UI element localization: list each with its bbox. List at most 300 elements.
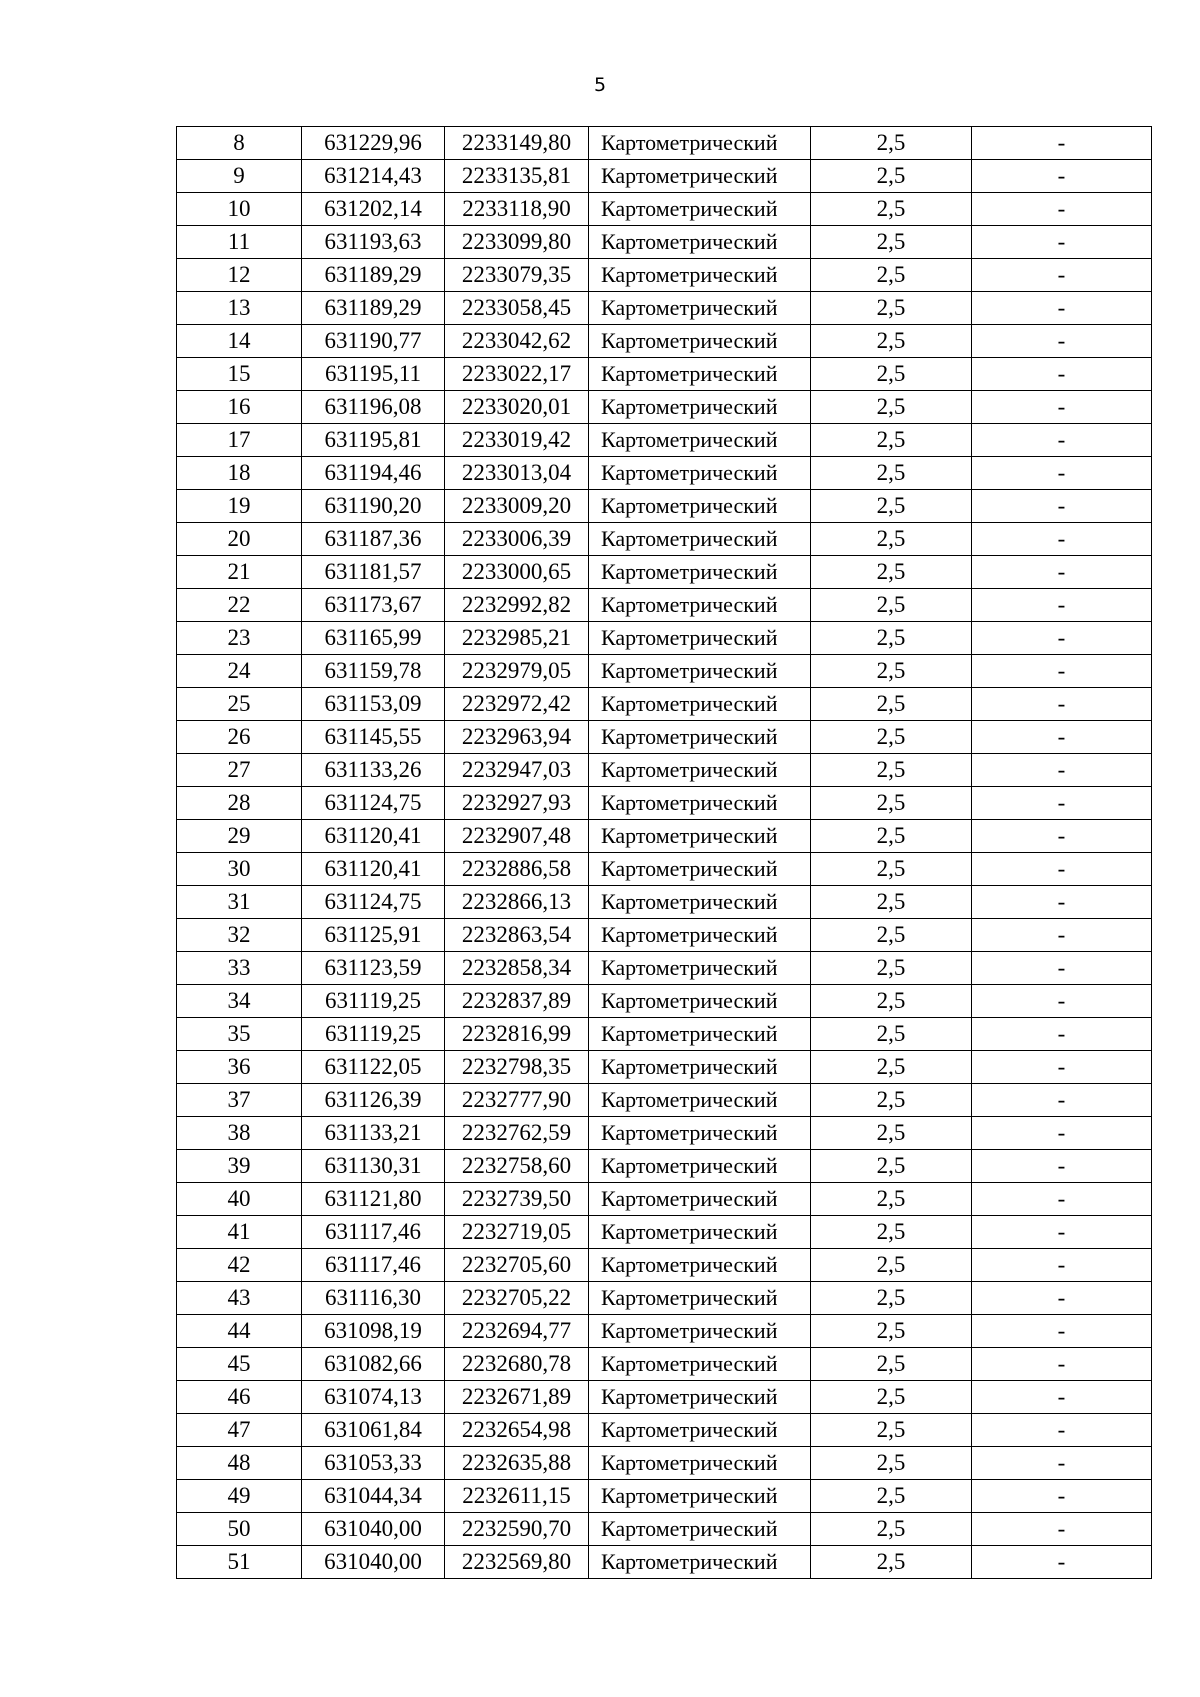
method-cell: Картометрический	[589, 1051, 811, 1084]
x-coordinate-cell: 631193,63	[302, 226, 445, 259]
x-coordinate-cell: 631126,39	[302, 1084, 445, 1117]
y-coordinate-cell: 2232972,42	[445, 688, 589, 721]
table-row	[177, 787, 1152, 820]
description-cell: -	[972, 1084, 1152, 1117]
x-coordinate-cell: 631189,29	[302, 259, 445, 292]
point-number-cell: 23	[177, 622, 302, 655]
description-cell: -	[972, 1249, 1152, 1282]
x-coordinate-cell: 631153,09	[302, 688, 445, 721]
y-coordinate-cell: 2233149,80	[445, 127, 589, 160]
method-cell: Картометрический	[589, 1216, 811, 1249]
x-coordinate-cell: 631040,00	[302, 1546, 445, 1579]
x-coordinate-cell: 631119,25	[302, 1018, 445, 1051]
method-cell: Картометрический	[589, 1546, 811, 1579]
y-coordinate-cell: 2233058,45	[445, 292, 589, 325]
table-row	[177, 226, 1152, 259]
method-cell: Картометрический	[589, 688, 811, 721]
method-cell: Картометрический	[589, 490, 811, 523]
method-cell: Картометрический	[589, 886, 811, 919]
table-row	[177, 853, 1152, 886]
accuracy-cell: 2,5	[811, 1414, 972, 1447]
description-cell: -	[972, 952, 1152, 985]
table-row	[177, 655, 1152, 688]
description-cell: -	[972, 556, 1152, 589]
point-number-cell: 32	[177, 919, 302, 952]
point-number-cell: 10	[177, 193, 302, 226]
point-number-cell: 44	[177, 1315, 302, 1348]
accuracy-cell: 2,5	[811, 1282, 972, 1315]
x-coordinate-cell: 631195,11	[302, 358, 445, 391]
point-number-cell: 21	[177, 556, 302, 589]
point-number-cell: 42	[177, 1249, 302, 1282]
y-coordinate-cell: 2232777,90	[445, 1084, 589, 1117]
point-number-cell: 28	[177, 787, 302, 820]
accuracy-cell: 2,5	[811, 952, 972, 985]
point-number-cell: 29	[177, 820, 302, 853]
method-cell: Картометрический	[589, 193, 811, 226]
method-cell: Картометрический	[589, 1018, 811, 1051]
description-cell: -	[972, 226, 1152, 259]
point-number-cell: 24	[177, 655, 302, 688]
table-row	[177, 886, 1152, 919]
x-coordinate-cell: 631189,29	[302, 292, 445, 325]
description-cell: -	[972, 919, 1152, 952]
method-cell: Картометрический	[589, 754, 811, 787]
table-row	[177, 523, 1152, 556]
description-cell: -	[972, 1513, 1152, 1546]
y-coordinate-cell: 2232611,15	[445, 1480, 589, 1513]
x-coordinate-cell: 631190,77	[302, 325, 445, 358]
description-cell: -	[972, 1117, 1152, 1150]
table-row	[177, 490, 1152, 523]
accuracy-cell: 2,5	[811, 1249, 972, 1282]
accuracy-cell: 2,5	[811, 589, 972, 622]
method-cell: Картометрический	[589, 655, 811, 688]
accuracy-cell: 2,5	[811, 754, 972, 787]
method-cell: Картометрический	[589, 589, 811, 622]
method-cell: Картометрический	[589, 457, 811, 490]
y-coordinate-cell: 2232963,94	[445, 721, 589, 754]
point-number-cell: 35	[177, 1018, 302, 1051]
x-coordinate-cell: 631061,84	[302, 1414, 445, 1447]
method-cell: Картометрический	[589, 985, 811, 1018]
y-coordinate-cell: 2233006,39	[445, 523, 589, 556]
table-row	[177, 1513, 1152, 1546]
y-coordinate-cell: 2233022,17	[445, 358, 589, 391]
table-row	[177, 424, 1152, 457]
x-coordinate-cell: 631119,25	[302, 985, 445, 1018]
y-coordinate-cell: 2232654,98	[445, 1414, 589, 1447]
accuracy-cell: 2,5	[811, 1513, 972, 1546]
y-coordinate-cell: 2233019,42	[445, 424, 589, 457]
point-number-cell: 36	[177, 1051, 302, 1084]
table-row	[177, 820, 1152, 853]
method-cell: Картометрический	[589, 1480, 811, 1513]
description-cell: -	[972, 886, 1152, 919]
point-number-cell: 39	[177, 1150, 302, 1183]
table-row	[177, 1546, 1152, 1579]
accuracy-cell: 2,5	[811, 886, 972, 919]
description-cell: -	[972, 1381, 1152, 1414]
description-cell: -	[972, 325, 1152, 358]
x-coordinate-cell: 631040,00	[302, 1513, 445, 1546]
description-cell: -	[972, 1216, 1152, 1249]
point-number-cell: 12	[177, 259, 302, 292]
method-cell: Картометрический	[589, 622, 811, 655]
accuracy-cell: 2,5	[811, 259, 972, 292]
y-coordinate-cell: 2233009,20	[445, 490, 589, 523]
x-coordinate-cell: 631229,96	[302, 127, 445, 160]
accuracy-cell: 2,5	[811, 655, 972, 688]
page-number: 5	[593, 74, 607, 96]
table-row	[177, 1381, 1152, 1414]
method-cell: Картометрический	[589, 1513, 811, 1546]
point-number-cell: 37	[177, 1084, 302, 1117]
description-cell: -	[972, 391, 1152, 424]
x-coordinate-cell: 631130,31	[302, 1150, 445, 1183]
x-coordinate-cell: 631124,75	[302, 886, 445, 919]
description-cell: -	[972, 160, 1152, 193]
description-cell: -	[972, 688, 1152, 721]
coordinates-table-body	[177, 127, 1152, 1579]
accuracy-cell: 2,5	[811, 721, 972, 754]
table-row	[177, 1249, 1152, 1282]
y-coordinate-cell: 2233099,80	[445, 226, 589, 259]
method-cell: Картометрический	[589, 1249, 811, 1282]
y-coordinate-cell: 2232837,89	[445, 985, 589, 1018]
point-number-cell: 15	[177, 358, 302, 391]
table-row	[177, 1018, 1152, 1051]
y-coordinate-cell: 2232762,59	[445, 1117, 589, 1150]
x-coordinate-cell: 631173,67	[302, 589, 445, 622]
table-row	[177, 1183, 1152, 1216]
description-cell: -	[972, 358, 1152, 391]
description-cell: -	[972, 1282, 1152, 1315]
description-cell: -	[972, 754, 1152, 787]
y-coordinate-cell: 2233135,81	[445, 160, 589, 193]
y-coordinate-cell: 2232694,77	[445, 1315, 589, 1348]
description-cell: -	[972, 1480, 1152, 1513]
point-number-cell: 22	[177, 589, 302, 622]
point-number-cell: 50	[177, 1513, 302, 1546]
point-number-cell: 25	[177, 688, 302, 721]
y-coordinate-cell: 2232798,35	[445, 1051, 589, 1084]
method-cell: Картометрический	[589, 787, 811, 820]
accuracy-cell: 2,5	[811, 1546, 972, 1579]
accuracy-cell: 2,5	[811, 1018, 972, 1051]
description-cell: -	[972, 457, 1152, 490]
description-cell: -	[972, 490, 1152, 523]
accuracy-cell: 2,5	[811, 391, 972, 424]
y-coordinate-cell: 2232719,05	[445, 1216, 589, 1249]
point-number-cell: 51	[177, 1546, 302, 1579]
method-cell: Картометрический	[589, 952, 811, 985]
point-number-cell: 14	[177, 325, 302, 358]
accuracy-cell: 2,5	[811, 1084, 972, 1117]
x-coordinate-cell: 631125,91	[302, 919, 445, 952]
description-cell: -	[972, 820, 1152, 853]
table-row	[177, 1051, 1152, 1084]
method-cell: Картометрический	[589, 1183, 811, 1216]
y-coordinate-cell: 2232671,89	[445, 1381, 589, 1414]
method-cell: Картометрический	[589, 919, 811, 952]
y-coordinate-cell: 2232680,78	[445, 1348, 589, 1381]
table-row	[177, 1315, 1152, 1348]
point-number-cell: 48	[177, 1447, 302, 1480]
y-coordinate-cell: 2232947,03	[445, 754, 589, 787]
x-coordinate-cell: 631165,99	[302, 622, 445, 655]
y-coordinate-cell: 2232886,58	[445, 853, 589, 886]
point-number-cell: 40	[177, 1183, 302, 1216]
method-cell: Картометрический	[589, 721, 811, 754]
method-cell: Картометрический	[589, 1315, 811, 1348]
x-coordinate-cell: 631202,14	[302, 193, 445, 226]
accuracy-cell: 2,5	[811, 424, 972, 457]
method-cell: Картометрический	[589, 424, 811, 457]
table-row	[177, 1480, 1152, 1513]
method-cell: Картометрический	[589, 391, 811, 424]
x-coordinate-cell: 631133,26	[302, 754, 445, 787]
x-coordinate-cell: 631117,46	[302, 1249, 445, 1282]
x-coordinate-cell: 631181,57	[302, 556, 445, 589]
table-row	[177, 1348, 1152, 1381]
description-cell: -	[972, 1315, 1152, 1348]
x-coordinate-cell: 631053,33	[302, 1447, 445, 1480]
x-coordinate-cell: 631082,66	[302, 1348, 445, 1381]
table-row	[177, 952, 1152, 985]
table-row	[177, 1414, 1152, 1447]
y-coordinate-cell: 2232985,21	[445, 622, 589, 655]
y-coordinate-cell: 2232635,88	[445, 1447, 589, 1480]
description-cell: -	[972, 292, 1152, 325]
table-row	[177, 688, 1152, 721]
accuracy-cell: 2,5	[811, 820, 972, 853]
description-cell: -	[972, 193, 1152, 226]
x-coordinate-cell: 631120,41	[302, 820, 445, 853]
method-cell: Картометрический	[589, 325, 811, 358]
table-row	[177, 1150, 1152, 1183]
table-row	[177, 259, 1152, 292]
point-number-cell: 47	[177, 1414, 302, 1447]
table-row	[177, 1084, 1152, 1117]
description-cell: -	[972, 1018, 1152, 1051]
method-cell: Картометрический	[589, 853, 811, 886]
description-cell: -	[972, 127, 1152, 160]
description-cell: -	[972, 721, 1152, 754]
description-cell: -	[972, 853, 1152, 886]
accuracy-cell: 2,5	[811, 1381, 972, 1414]
method-cell: Картометрический	[589, 259, 811, 292]
accuracy-cell: 2,5	[811, 160, 972, 193]
y-coordinate-cell: 2233020,01	[445, 391, 589, 424]
x-coordinate-cell: 631145,55	[302, 721, 445, 754]
table-row	[177, 622, 1152, 655]
table-row	[177, 721, 1152, 754]
description-cell: -	[972, 622, 1152, 655]
accuracy-cell: 2,5	[811, 622, 972, 655]
table-row	[177, 1447, 1152, 1480]
accuracy-cell: 2,5	[811, 853, 972, 886]
description-cell: -	[972, 259, 1152, 292]
x-coordinate-cell: 631196,08	[302, 391, 445, 424]
description-cell: -	[972, 1546, 1152, 1579]
table-row	[177, 457, 1152, 490]
method-cell: Картометрический	[589, 1381, 811, 1414]
accuracy-cell: 2,5	[811, 1447, 972, 1480]
table-row	[177, 391, 1152, 424]
accuracy-cell: 2,5	[811, 1150, 972, 1183]
y-coordinate-cell: 2232866,13	[445, 886, 589, 919]
method-cell: Картометрический	[589, 1447, 811, 1480]
accuracy-cell: 2,5	[811, 226, 972, 259]
point-number-cell: 46	[177, 1381, 302, 1414]
y-coordinate-cell: 2232927,93	[445, 787, 589, 820]
accuracy-cell: 2,5	[811, 490, 972, 523]
y-coordinate-cell: 2233079,35	[445, 259, 589, 292]
accuracy-cell: 2,5	[811, 1051, 972, 1084]
point-number-cell: 17	[177, 424, 302, 457]
y-coordinate-cell: 2232858,34	[445, 952, 589, 985]
accuracy-cell: 2,5	[811, 127, 972, 160]
x-coordinate-cell: 631116,30	[302, 1282, 445, 1315]
accuracy-cell: 2,5	[811, 1183, 972, 1216]
y-coordinate-cell: 2233118,90	[445, 193, 589, 226]
table-row	[177, 985, 1152, 1018]
x-coordinate-cell: 631187,36	[302, 523, 445, 556]
method-cell: Картометрический	[589, 1348, 811, 1381]
description-cell: -	[972, 985, 1152, 1018]
accuracy-cell: 2,5	[811, 457, 972, 490]
y-coordinate-cell: 2232907,48	[445, 820, 589, 853]
method-cell: Картометрический	[589, 1414, 811, 1447]
table-row	[177, 919, 1152, 952]
table-row	[177, 127, 1152, 160]
method-cell: Картометрический	[589, 1117, 811, 1150]
description-cell: -	[972, 655, 1152, 688]
method-cell: Картометрический	[589, 358, 811, 391]
y-coordinate-cell: 2232569,80	[445, 1546, 589, 1579]
table-row	[177, 1216, 1152, 1249]
description-cell: -	[972, 1051, 1152, 1084]
table-row	[177, 556, 1152, 589]
accuracy-cell: 2,5	[811, 358, 972, 391]
method-cell: Картометрический	[589, 820, 811, 853]
point-number-cell: 38	[177, 1117, 302, 1150]
x-coordinate-cell: 631159,78	[302, 655, 445, 688]
method-cell: Картометрический	[589, 1084, 811, 1117]
x-coordinate-cell: 631194,46	[302, 457, 445, 490]
method-cell: Картометрический	[589, 1150, 811, 1183]
description-cell: -	[972, 424, 1152, 457]
point-number-cell: 13	[177, 292, 302, 325]
x-coordinate-cell: 631214,43	[302, 160, 445, 193]
point-number-cell: 26	[177, 721, 302, 754]
point-number-cell: 8	[177, 127, 302, 160]
point-number-cell: 34	[177, 985, 302, 1018]
y-coordinate-cell: 2233042,62	[445, 325, 589, 358]
x-coordinate-cell: 631121,80	[302, 1183, 445, 1216]
y-coordinate-cell: 2232739,50	[445, 1183, 589, 1216]
method-cell: Картометрический	[589, 556, 811, 589]
table-row	[177, 754, 1152, 787]
x-coordinate-cell: 631074,13	[302, 1381, 445, 1414]
accuracy-cell: 2,5	[811, 325, 972, 358]
description-cell: -	[972, 589, 1152, 622]
accuracy-cell: 2,5	[811, 1216, 972, 1249]
accuracy-cell: 2,5	[811, 688, 972, 721]
accuracy-cell: 2,5	[811, 1315, 972, 1348]
method-cell: Картометрический	[589, 523, 811, 556]
description-cell: -	[972, 1447, 1152, 1480]
y-coordinate-cell: 2232863,54	[445, 919, 589, 952]
accuracy-cell: 2,5	[811, 1348, 972, 1381]
point-number-cell: 19	[177, 490, 302, 523]
point-number-cell: 45	[177, 1348, 302, 1381]
description-cell: -	[972, 1414, 1152, 1447]
point-number-cell: 9	[177, 160, 302, 193]
description-cell: -	[972, 787, 1152, 820]
table-row	[177, 325, 1152, 358]
x-coordinate-cell: 631124,75	[302, 787, 445, 820]
point-number-cell: 18	[177, 457, 302, 490]
accuracy-cell: 2,5	[811, 985, 972, 1018]
y-coordinate-cell: 2232705,22	[445, 1282, 589, 1315]
x-coordinate-cell: 631044,34	[302, 1480, 445, 1513]
x-coordinate-cell: 631122,05	[302, 1051, 445, 1084]
accuracy-cell: 2,5	[811, 787, 972, 820]
table-row	[177, 1117, 1152, 1150]
y-coordinate-cell: 2232816,99	[445, 1018, 589, 1051]
method-cell: Картометрический	[589, 226, 811, 259]
table-row	[177, 1282, 1152, 1315]
point-number-cell: 20	[177, 523, 302, 556]
point-number-cell: 33	[177, 952, 302, 985]
description-cell: -	[972, 1348, 1152, 1381]
table-row	[177, 193, 1152, 226]
method-cell: Картометрический	[589, 160, 811, 193]
table-row	[177, 589, 1152, 622]
accuracy-cell: 2,5	[811, 1117, 972, 1150]
point-number-cell: 43	[177, 1282, 302, 1315]
method-cell: Картометрический	[589, 292, 811, 325]
accuracy-cell: 2,5	[811, 919, 972, 952]
description-cell: -	[972, 1183, 1152, 1216]
y-coordinate-cell: 2232590,70	[445, 1513, 589, 1546]
point-number-cell: 30	[177, 853, 302, 886]
description-cell: -	[972, 1150, 1152, 1183]
accuracy-cell: 2,5	[811, 523, 972, 556]
point-number-cell: 11	[177, 226, 302, 259]
point-number-cell: 49	[177, 1480, 302, 1513]
table-row	[177, 358, 1152, 391]
point-number-cell: 16	[177, 391, 302, 424]
table-row	[177, 292, 1152, 325]
y-coordinate-cell: 2232758,60	[445, 1150, 589, 1183]
description-cell: -	[972, 523, 1152, 556]
y-coordinate-cell: 2233013,04	[445, 457, 589, 490]
x-coordinate-cell: 631117,46	[302, 1216, 445, 1249]
y-coordinate-cell: 2233000,65	[445, 556, 589, 589]
x-coordinate-cell: 631120,41	[302, 853, 445, 886]
point-number-cell: 27	[177, 754, 302, 787]
x-coordinate-cell: 631098,19	[302, 1315, 445, 1348]
coordinates-table	[176, 126, 1152, 1579]
accuracy-cell: 2,5	[811, 292, 972, 325]
accuracy-cell: 2,5	[811, 193, 972, 226]
y-coordinate-cell: 2232992,82	[445, 589, 589, 622]
table-row	[177, 160, 1152, 193]
x-coordinate-cell: 631123,59	[302, 952, 445, 985]
